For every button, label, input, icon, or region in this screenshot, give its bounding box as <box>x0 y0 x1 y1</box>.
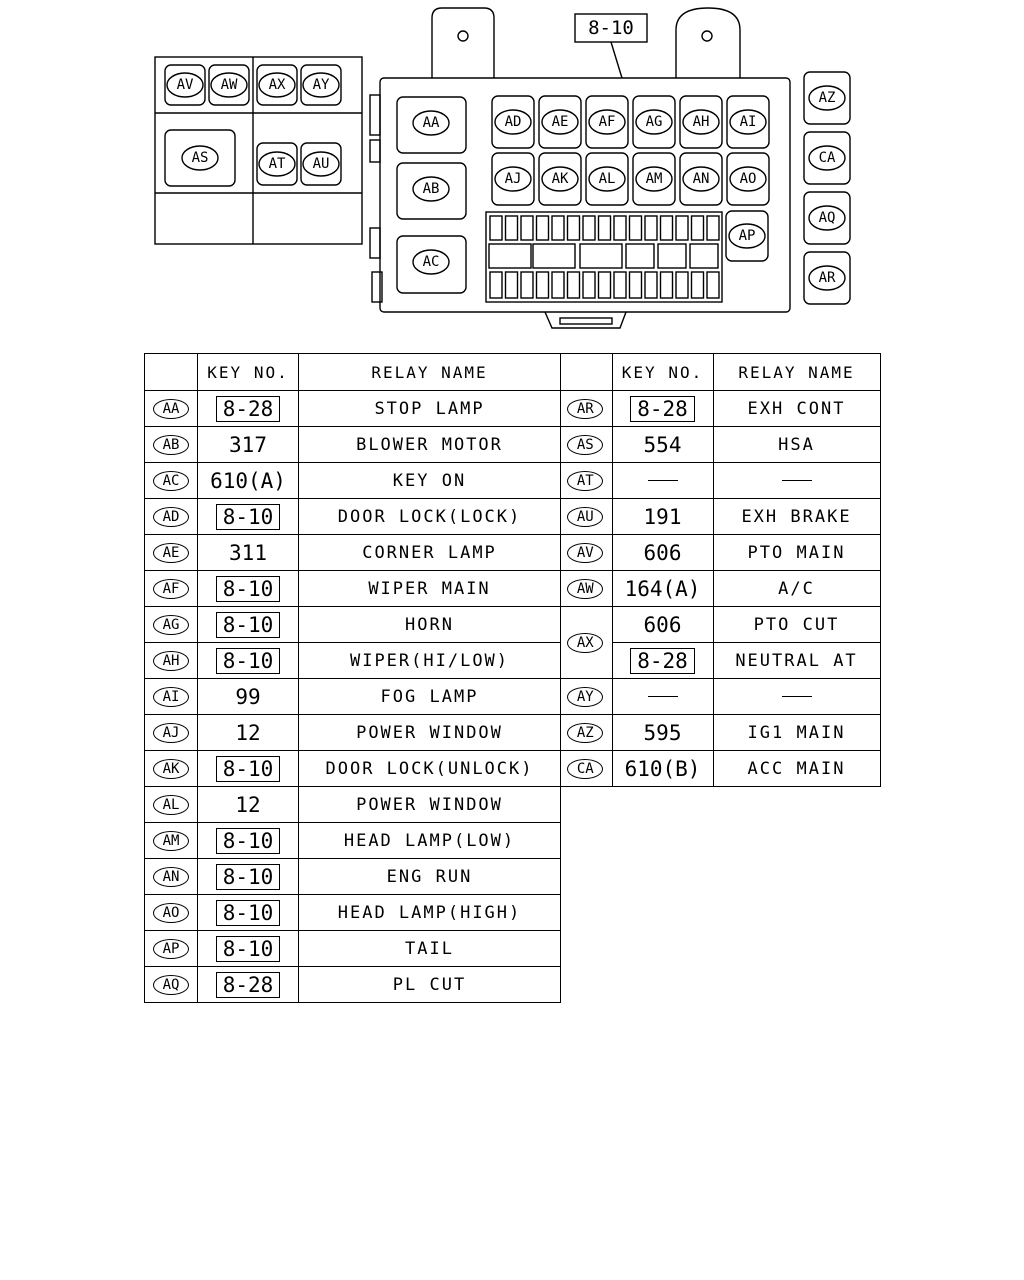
relay-tag-label: AF <box>598 114 616 130</box>
relay-tag-label: CA <box>818 150 836 166</box>
key-no-cell <box>612 679 713 715</box>
key-no-cell <box>612 535 713 571</box>
key-no-cell <box>612 715 713 751</box>
relay-tag-cell <box>559 427 612 463</box>
key-no: 8-10 <box>216 648 281 674</box>
relay-tag-label: AV <box>176 77 194 93</box>
table-row <box>145 967 561 1003</box>
relay-name-cell: NEUTRAL AT <box>713 643 880 679</box>
key-no-cell <box>198 931 299 967</box>
fuse-slot <box>533 244 575 268</box>
table-row <box>145 895 561 931</box>
mounting-ear <box>676 8 740 78</box>
relay-name-cell: HEAD LAMP(HIGH) <box>299 895 561 931</box>
relay-tag-cell <box>559 391 612 427</box>
key-no: 99 <box>235 684 261 709</box>
relay-name-cell: FOG LAMP <box>299 679 561 715</box>
relay-name-cell: WIPER(HI/LOW) <box>299 643 561 679</box>
key-no-cell <box>198 679 299 715</box>
key-no-cell <box>612 571 713 607</box>
relay-tag-cell <box>145 535 198 571</box>
relay-name-cell: TAIL <box>299 931 561 967</box>
relay-name-cell: CORNER LAMP <box>299 535 561 571</box>
relay-tag-label: AK <box>551 171 569 187</box>
relay-tag-cell <box>145 571 198 607</box>
relay-tag: AX <box>567 633 603 653</box>
callout-leader <box>611 42 622 78</box>
key-no-cell <box>612 463 713 499</box>
key-no: 8-10 <box>216 864 281 890</box>
key-no-cell <box>612 391 713 427</box>
relay-tag-cell <box>559 715 612 751</box>
table-row <box>559 679 880 715</box>
key-no: 317 <box>229 432 267 457</box>
relay-tag: AM <box>153 831 189 851</box>
relay-name-cell: BLOWER MOTOR <box>299 427 561 463</box>
relay-tag: AU <box>567 507 603 527</box>
key-no-cell <box>198 463 299 499</box>
key-no-cell <box>612 607 713 643</box>
relay-tag-cell <box>145 967 198 1003</box>
fuse-slot <box>614 216 626 240</box>
key-no: 610(A) <box>210 468 286 493</box>
table-row <box>145 499 561 535</box>
relay-tag: AS <box>567 435 603 455</box>
relay-tag-label: AA <box>422 115 440 131</box>
fuse-slot <box>645 216 657 240</box>
fuse-slot <box>506 216 518 240</box>
key-no-cell <box>198 643 299 679</box>
side-clip <box>370 95 380 135</box>
relay-tag-label: AR <box>818 270 836 286</box>
relay-tag: AI <box>153 687 189 707</box>
relay-name-cell <box>713 463 880 499</box>
relay-tag-cell <box>145 895 198 931</box>
key-no-cell <box>612 643 713 679</box>
key-no-cell <box>198 391 299 427</box>
relay-tag: AK <box>153 759 189 779</box>
key-no-cell <box>198 859 299 895</box>
relay-tag-label: AP <box>738 228 756 244</box>
fuse-slot <box>692 272 704 298</box>
key-no: 12 <box>235 720 261 745</box>
empty-dash <box>648 480 678 481</box>
relay-name-cell: PTO CUT <box>713 607 880 643</box>
relay-tag: AA <box>153 399 189 419</box>
relay-tag-cell <box>145 823 198 859</box>
table-row <box>145 571 561 607</box>
relay-tag-cell <box>559 751 612 787</box>
key-no: 554 <box>643 432 682 457</box>
fuse-slot <box>521 216 533 240</box>
relay-name-cell <box>713 679 880 715</box>
relay-tag-label: AM <box>645 171 663 187</box>
key-no-cell <box>198 607 299 643</box>
empty-dash <box>782 480 812 481</box>
relay-tag-cell <box>145 751 198 787</box>
header-tag <box>559 354 612 391</box>
key-no: 311 <box>229 540 267 565</box>
fuse-slot <box>490 216 502 240</box>
relay-name-cell: WIPER MAIN <box>299 571 561 607</box>
fuse-slot <box>489 244 531 268</box>
key-no-cell <box>198 751 299 787</box>
header-relay-name: RELAY NAME <box>713 354 880 391</box>
fuse-slot <box>692 216 704 240</box>
fuse-slot <box>690 244 718 268</box>
key-no-cell <box>198 823 299 859</box>
relay-tag: AY <box>567 687 603 707</box>
bottom-slot <box>560 318 612 324</box>
relay-tag: AO <box>153 903 189 923</box>
relay-tag-label: AD <box>504 114 522 130</box>
relay-tag-cell <box>145 499 198 535</box>
key-no: 164(A) <box>624 576 701 601</box>
table-row <box>145 859 561 895</box>
relay-tag-label: AN <box>692 171 710 187</box>
relay-tag: AJ <box>153 723 189 743</box>
key-no-cell <box>612 427 713 463</box>
fuse-slot <box>580 244 622 268</box>
table-row <box>559 499 880 535</box>
key-no-cell <box>198 499 299 535</box>
relay-tag: AN <box>153 867 189 887</box>
side-clip <box>370 140 380 162</box>
relay-tag-cell <box>145 715 198 751</box>
relay-tag: AB <box>153 435 189 455</box>
relay-tag: AQ <box>153 975 189 995</box>
key-no-cell <box>612 499 713 535</box>
key-no: 606 <box>643 540 682 565</box>
relay-table-right <box>559 353 881 787</box>
key-no: 8-10 <box>216 900 281 926</box>
table-row <box>145 751 561 787</box>
mounting-ear <box>432 8 494 78</box>
table-row <box>145 535 561 571</box>
key-no: 8-28 <box>630 648 695 674</box>
key-no: 8-10 <box>216 936 281 962</box>
relay-name-cell: PTO MAIN <box>713 535 880 571</box>
empty-dash <box>648 696 678 697</box>
fuse-slot <box>707 272 719 298</box>
key-no-cell <box>198 967 299 1003</box>
relay-tag-label: AS <box>191 150 209 166</box>
fuse-slot <box>661 272 673 298</box>
table-row <box>559 751 880 787</box>
key-no-cell <box>198 535 299 571</box>
relay-tag-cell <box>145 463 198 499</box>
key-no: 8-10 <box>216 576 281 602</box>
relay-tag-cell <box>559 463 612 499</box>
fuse-slot <box>506 272 518 298</box>
key-no: 8-28 <box>216 972 281 998</box>
table-row <box>145 391 561 427</box>
relay-tag: AW <box>567 579 603 599</box>
fuse-slot <box>537 216 549 240</box>
table-row <box>559 535 880 571</box>
relay-tag-label: AT <box>268 156 286 172</box>
table-row <box>145 787 561 823</box>
fuse-slot <box>707 216 719 240</box>
key-no: 8-10 <box>216 828 281 854</box>
relay-tag-label: AJ <box>504 171 522 187</box>
relay-name-cell: STOP LAMP <box>299 391 561 427</box>
table-header-row <box>145 354 561 391</box>
callout-label: 8-10 <box>588 17 634 39</box>
key-no: 8-10 <box>216 756 281 782</box>
key-no-cell <box>612 751 713 787</box>
key-no-cell <box>198 427 299 463</box>
relay-tag-label: AH <box>692 114 710 130</box>
fuse-slot <box>552 216 564 240</box>
relay-tag-cell <box>559 571 612 607</box>
fuse-slot <box>568 216 580 240</box>
relay-tag: AP <box>153 939 189 959</box>
relay-tag-cell <box>145 427 198 463</box>
relay-name-cell: A/C <box>713 571 880 607</box>
relay-tag-label: AI <box>739 114 757 130</box>
relay-tag: AV <box>567 543 603 563</box>
relay-tag-label: AG <box>645 114 663 130</box>
table-row <box>145 715 561 751</box>
table-row <box>559 571 880 607</box>
fuse-slot <box>658 244 686 268</box>
relay-tag-cell <box>145 679 198 715</box>
empty-dash <box>782 696 812 697</box>
mounting-hole <box>702 31 712 41</box>
relay-name-cell: DOOR LOCK(UNLOCK) <box>299 751 561 787</box>
relay-tag-label: AY <box>312 77 330 93</box>
relay-tag: AG <box>153 615 189 635</box>
table-row <box>145 463 561 499</box>
header-relay-name: RELAY NAME <box>299 354 561 391</box>
relay-name-cell: KEY ON <box>299 463 561 499</box>
relay-name-cell: HEAD LAMP(LOW) <box>299 823 561 859</box>
key-no: 606 <box>643 612 682 637</box>
table-header-row <box>559 354 880 391</box>
relay-tag-label: AO <box>739 171 757 187</box>
key-no: 191 <box>643 504 682 529</box>
relay-name-cell: ENG RUN <box>299 859 561 895</box>
table-row <box>145 823 561 859</box>
relay-name-cell: EXH CONT <box>713 391 880 427</box>
relay-tag-cell <box>559 607 612 679</box>
table-row <box>145 931 561 967</box>
table-row <box>559 607 880 643</box>
relay-tag: AD <box>153 507 189 527</box>
relay-tag: AL <box>153 795 189 815</box>
relay-tag: AZ <box>567 723 603 743</box>
fuse-box-diagram <box>0 0 1024 345</box>
relay-tag-cell <box>559 535 612 571</box>
fuse-slot <box>599 216 611 240</box>
table-row <box>145 643 561 679</box>
relay-tag-cell <box>145 607 198 643</box>
relay-name-cell: EXH BRAKE <box>713 499 880 535</box>
key-no: 8-28 <box>216 396 281 422</box>
relay-name-cell: HORN <box>299 607 561 643</box>
table-row <box>145 607 561 643</box>
key-no-cell <box>198 715 299 751</box>
table-row <box>559 463 880 499</box>
table-row <box>559 391 880 427</box>
header-key-no: KEY NO. <box>612 354 713 391</box>
relay-tag: AT <box>567 471 603 491</box>
relay-name-cell: HSA <box>713 427 880 463</box>
bottom-tab <box>545 312 626 328</box>
fuse-slot <box>676 216 688 240</box>
relay-tag-cell <box>145 643 198 679</box>
relay-tag-cell <box>145 787 198 823</box>
fuse-slot <box>568 272 580 298</box>
relay-tag-label: AZ <box>818 90 836 106</box>
fuse-slot <box>614 272 626 298</box>
key-no-cell <box>198 787 299 823</box>
header-key-no: KEY NO. <box>198 354 299 391</box>
table-row <box>145 679 561 715</box>
header-tag <box>145 354 198 391</box>
fuse-slot <box>552 272 564 298</box>
relay-tag: CA <box>567 759 603 779</box>
relay-tag-label: AL <box>598 171 616 187</box>
key-no: 8-10 <box>216 504 281 530</box>
relay-tag-label: AC <box>422 254 440 270</box>
table-row <box>559 715 880 751</box>
relay-tag: AR <box>567 399 603 419</box>
fuse-slot <box>676 272 688 298</box>
relay-tag-cell <box>559 679 612 715</box>
relay-tag-cell <box>145 391 198 427</box>
relay-tag: AH <box>153 651 189 671</box>
key-no: 12 <box>235 792 261 817</box>
relay-tag-label: AB <box>422 181 440 197</box>
relay-tag: AE <box>153 543 189 563</box>
relay-tag-label: AU <box>312 156 330 172</box>
relay-tag-label: AE <box>551 114 569 130</box>
fuse-slot <box>645 272 657 298</box>
key-no: 8-28 <box>630 396 695 422</box>
relay-name-cell: POWER WINDOW <box>299 787 561 823</box>
relay-tag-label: AW <box>220 77 238 93</box>
relay-tag: AC <box>153 471 189 491</box>
key-no: 595 <box>643 720 682 745</box>
relay-tag-cell <box>145 931 198 967</box>
key-no: 610(B) <box>624 756 701 781</box>
relay-tag-label: AQ <box>818 210 836 226</box>
fuse-slot <box>583 216 595 240</box>
fuse-slot <box>661 216 673 240</box>
relay-tag-cell <box>559 499 612 535</box>
relay-table-left <box>144 353 561 1003</box>
table-row <box>145 427 561 463</box>
mounting-hole <box>458 31 468 41</box>
relay-name-cell: IG1 MAIN <box>713 715 880 751</box>
key-no-cell <box>198 571 299 607</box>
fuse-slot <box>626 244 654 268</box>
fuse-slot <box>630 216 642 240</box>
fuse-slot <box>583 272 595 298</box>
table-row <box>559 427 880 463</box>
fuse-slot <box>490 272 502 298</box>
relay-name-cell: DOOR LOCK(LOCK) <box>299 499 561 535</box>
fuse-slot <box>521 272 533 298</box>
side-clip <box>370 228 380 258</box>
relay-tag-cell <box>145 859 198 895</box>
relay-tag: AF <box>153 579 189 599</box>
relay-name-cell: POWER WINDOW <box>299 715 561 751</box>
key-no-cell <box>198 895 299 931</box>
key-no: 8-10 <box>216 612 281 638</box>
fuse-slot <box>630 272 642 298</box>
relay-name-cell: ACC MAIN <box>713 751 880 787</box>
fuse-slot <box>599 272 611 298</box>
relay-name-cell: PL CUT <box>299 967 561 1003</box>
relay-tag-label: AX <box>268 77 286 93</box>
fuse-slot <box>537 272 549 298</box>
